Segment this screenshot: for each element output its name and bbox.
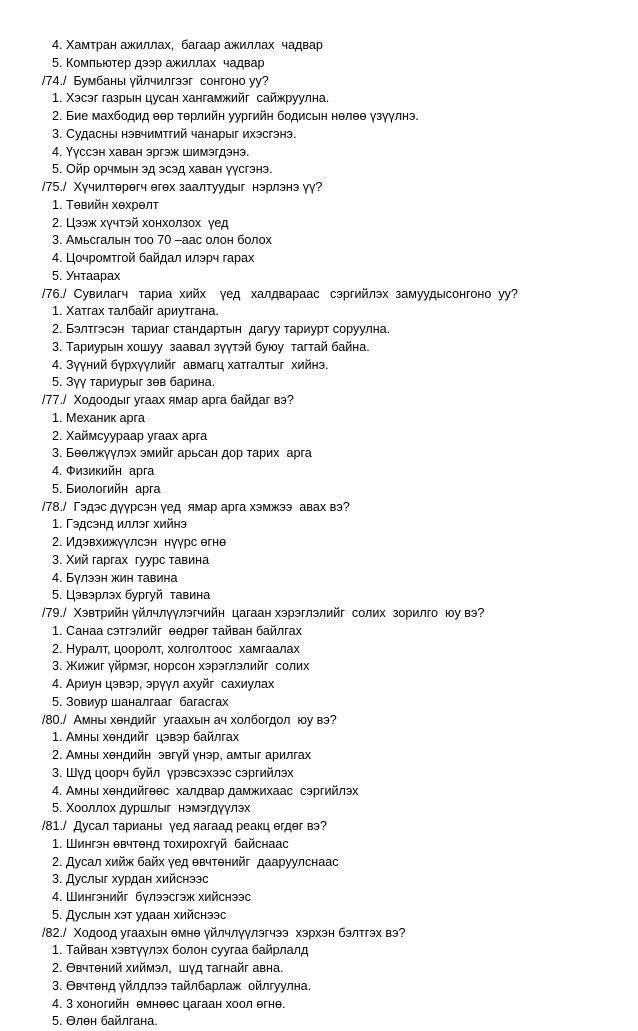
answer-option-line: 2. Нуралт, цооролт, холголтоос хамгаалах [52,641,300,656]
answer-option-line: 4. Шингэнийг бүлээсгэж хийснээс [52,890,251,904]
answer-option-line: 5. Хооллох дуршлыг нэмэгдүүлэх [52,801,251,816]
answer-option-line: 3. Өвчтөнд үйлдлээ тайлбарлаж ойлгуулна. [52,978,312,993]
answer-option-line: 1. Хатгах талбайг ариутгана. [52,304,219,319]
answer-option-line: 4. 3 хоногийн өмнөөс цагаан хоол өгнө. [52,996,286,1011]
answer-option-line: 1. Гэдсэнд иллэг хийнэ [52,517,187,532]
answer-option-line: 1. Төвийн хөхрөлт [52,197,159,212]
question-line: /81./ Дусал тарианы үед яагаад реакц өгдөг вэ? [42,819,327,833]
answer-option-line: 4. Бүлээн жин тавина [52,570,178,585]
answer-option-line: 3. Дуслыг хурдан хийснээс [52,872,209,887]
answer-option-line: 4. Үүссэн хаван эргэж шимэгдэнэ. [52,144,250,159]
answer-option-line: 2. Бие махбодид өөр төрлийн уургийн бодисын нөлөө үзүүлнэ. [52,109,419,123]
answer-option-line: 4. Зүүний бүрхүүлийг авмагц хатгалтыг хийнэ. [52,357,329,372]
answer-option-line: 4. Хамтран ажиллах, багаар ажиллах чадвар [52,38,323,52]
answer-option-line: 5. Ойр орчмын эд эсэд хаван үүсгэнэ. [52,162,273,177]
answer-option-line: 5. Зовиур шаналгааг багасгах [52,694,229,709]
answer-option-line: 4. Амны хөндийгөөс халдвар дамжихаас сэргийлэх [52,783,359,798]
answer-option-line: 5. Зүү тариурыг зөв барина. [52,375,216,390]
question-line: /76./ Сувилагч тариа хийх үед халдвараас сэргийлэх замуудысонгоно уу? [42,286,518,301]
answer-option-line: 3. Тариурын хошуу заавал зүүтэй буюу тагтай байна. [52,339,370,354]
answer-option-line: 5. Компьютер дээр ажиллах чадвар [52,55,265,70]
answer-option-line: 3. Амьсгалын тоо 70 –аас олон болох [52,233,272,248]
question-line: /79./ Хэвтрийн үйлчлүүлэгчийн цагаан хэрэглэлийг солих зорилго юу вэ? [42,606,485,620]
answer-option-line: 1. Амны хөндийг цэвэр байлгах [52,730,240,745]
answer-option-line: 5. Биологийн арга [52,481,161,496]
answer-option-line: 3. Шүд цоорч буйл үрэвсэхээс сэргийлэх [52,765,294,780]
answer-option-line: 1. Шингэн өвчтөнд тохирохгүй байснаас [52,836,289,851]
question-line: /80./ Амны хөндийг угаахын ач холбогдол юу вэ? [42,712,337,727]
answer-option-line: 3. Бөөлжүүлэх эмийг арьсан дор тарих арга [52,446,312,461]
question-line: /82./ Ходоод угаахын өмнө үйлчлүүлэгчээ хэрхэн бэлтгэх вэ? [42,925,406,940]
answer-option-line: 4. Цочромтгой байдал илэрч гарах [52,251,255,265]
question-line: /77./ Ходоодыг угаах ямар арга байдаг вэ? [42,393,294,407]
answer-option-line: 1. Тайван хэвтүүлэх болон суугаа байрлалд [52,943,309,958]
answer-option-line: 1. Санаа сэтгэлийг өөдрөг тайван байлгах [52,623,302,638]
answer-option-line: 1. Механик арга [52,410,145,425]
answer-option-line: 5. Цэвэрлэх бургуй тавина [52,588,211,603]
answer-option-line: 3. Судасны нэвчимтгий чанарыг ихэсгэнэ. [52,126,297,141]
answer-option-line: 3. Жижиг үйрмэг, норсон хэрэглэлийг солих [52,659,310,674]
answer-option-line: 2. Хаймсуураар угаах арга [52,428,208,443]
answer-option-line: 2. Дусал хийж байх үед өвчтөнийг дааруулснаас [52,854,339,869]
answer-option-line: 5. Өлөн байлгана. [52,1014,158,1029]
answer-option-line: 4. Ариун цэвэр, эрүүл ахуйг сахиулах [52,677,275,691]
answer-option-line: 4. Физикийн арга [52,464,155,478]
question-line: /75./ Хүчилтөрөгч өгөх заалтуудыг нэрлэнэ үү? [42,180,323,194]
question-line: /78./ Гэдэс дүүрсэн үед ямар арга хэмжээ авах вэ? [42,499,350,514]
answer-option-line: 2. Идэвхижүүлсэн нүүрс өгнө [52,535,227,549]
answer-option-line: 5. Дуслын хэт удаан хийснээс [52,907,227,922]
answer-option-line: 2. Амны хөндийн эвгүй үнэр, амтыг арилгах [52,748,311,762]
answer-option-line: 1. Хэсэг газрын цусан хангамжийг сайжруулна. [52,91,330,106]
question-line: /74./ Бумбаны үйлчилгээг сонгоно уу? [42,73,269,88]
answer-option-line: 2. Цээж хүчтэй хонхолзох үед [52,215,229,230]
answer-option-line: 2. Өвчтөний хиймэл, шүд тагнайг авна. [52,961,284,975]
answer-option-line: 5. Унтаарах [52,268,121,283]
answer-option-line: 3. Хий гаргах гуурс тавина [52,552,210,567]
answer-option-line: 2. Бэлтгэсэн тариаг стандартын дагуу тариурт соруулна. [52,322,391,336]
